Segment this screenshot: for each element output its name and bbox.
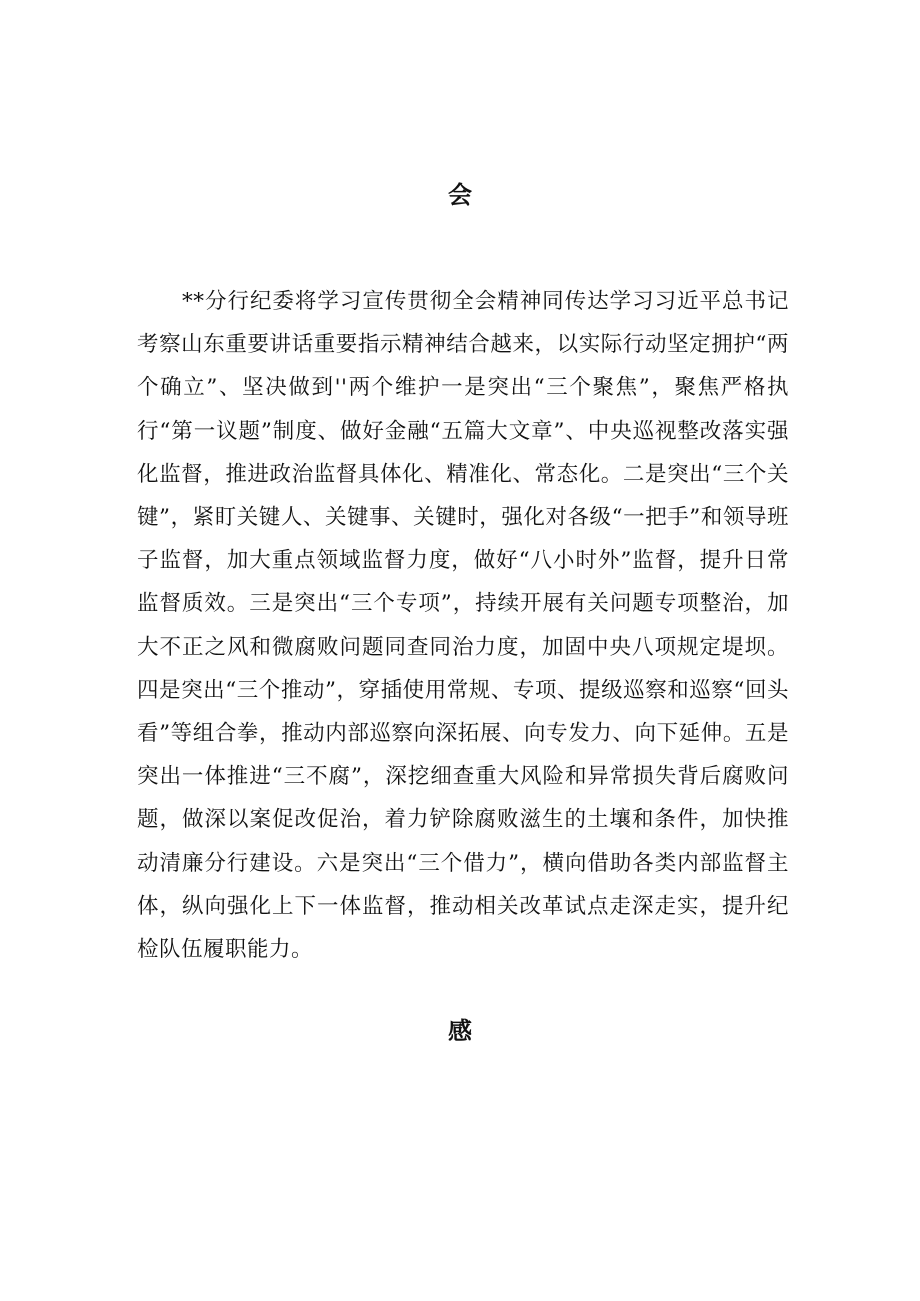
body-paragraph: **分行纪委将学习宣传贯彻全会精神同传达学习习近平总书记考察山东重要讲话重要指示精神结合越来，以实际行动坚定拥护“两个确立”、坚决做到''两个维护一是突出“三个聚焦”，聚焦严格执行“第一议题”制度、做好金融“五篇大文章”、中央巡视整改落实强化监督，推进政治监督具体化、精准化、常态化。二是突出“三个关键”，紧盯关键人、关键事、关键时，强化对各级“一把手”和领导班子监督，加大重点领域监督力度，做好“八小时外”监督，提升日常监督质效。三是突出“三个专项”，持续开展有关问题专项整治，加大不正之风和微腐败问题同查同治力度，加固中央八项规定堤坝。四是突出“三个推动”，穿插使用常规、专项、提级巡察和巡察“回头看”等组合拳，推动内部巡察向深拓展、向专发力、向下延伸。五是突出一体推进“三不腐”，深挖细查重大风险和异常损失背后腐败问题，做深以案促改促治，着力铲除腐败滋生的土壤和条件，加快推动清廉分行建设。六是突出“三个借力”，横向借助各类内部监督主体，纵向强化上下一体监督，推动相关改革试点走深走实，提升纪检队伍履职能力。 [137, 289, 789, 963]
section-heading-top: 会 [448, 180, 472, 209]
section-heading-bottom: 感 [448, 1016, 472, 1045]
